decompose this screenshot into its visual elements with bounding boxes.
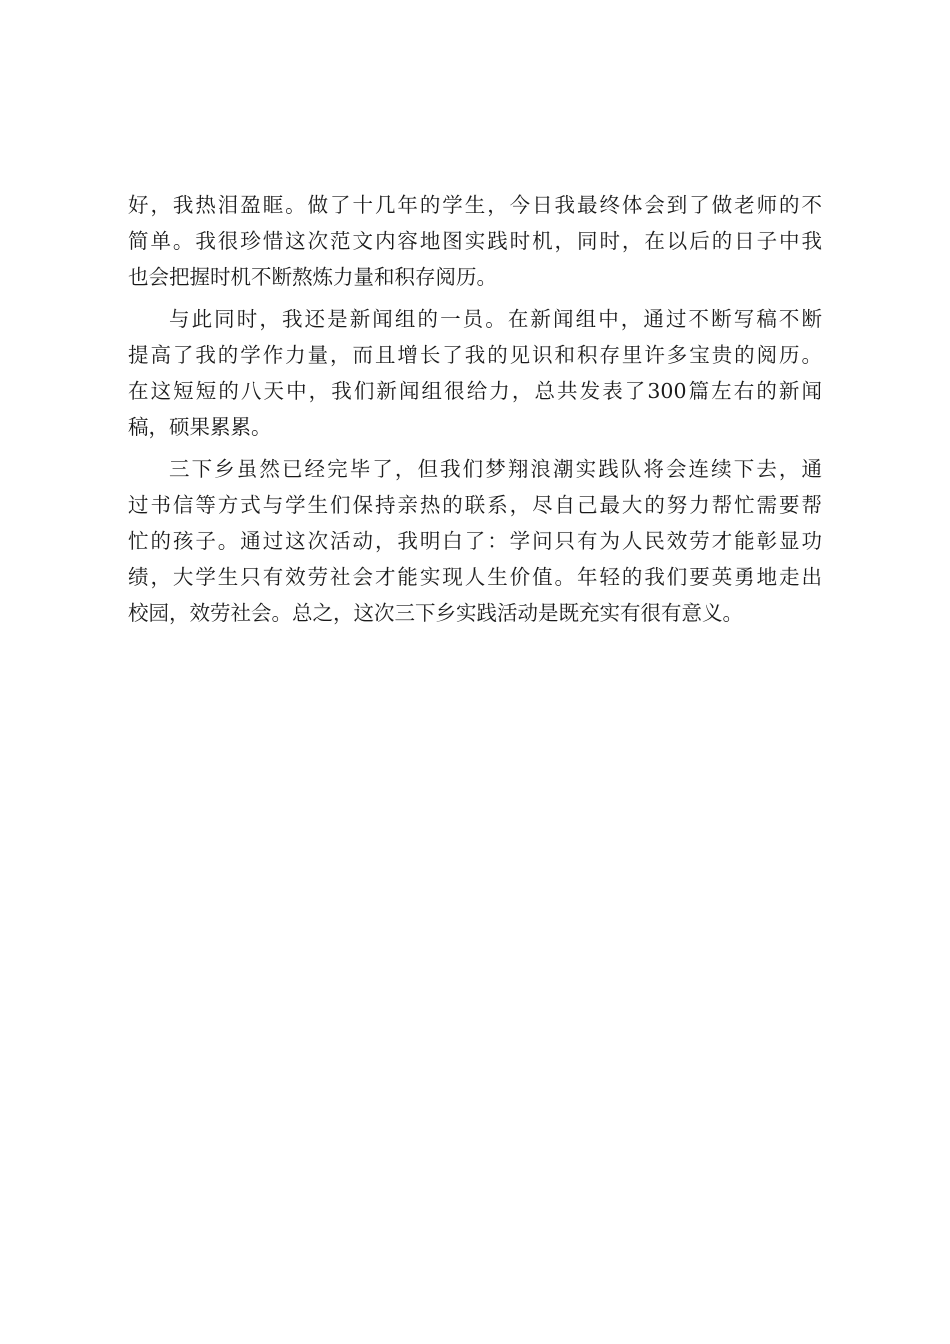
text-line: 忙的孩子。通过这次活动，我明白了：学问只有为人民效劳才能彰显功: [128, 529, 822, 553]
paragraph-2: [128, 301, 822, 445]
body-text: [128, 187, 822, 631]
text-line: 稿，硕果累累。: [128, 415, 272, 439]
text-line: 好，我热泪盈眶。做了十几年的学生，今日我最终体会到了做老师的不: [128, 193, 822, 217]
paragraph-3: [128, 451, 822, 631]
text-line: 绩，大学生只有效劳社会才能实现人生价值。年轻的我们要英勇地走出: [128, 565, 822, 589]
text-line: 过书信等方式与学生们保持亲热的联系，尽自己最大的努力帮忙需要帮: [128, 493, 822, 517]
paragraph-1: [128, 187, 822, 295]
text-line: 提高了我的学作力量，而且增长了我的见识和积存里许多宝贵的阅历。: [128, 343, 822, 367]
text-line: 也会把握时机不断熬炼力量和积存阅历。: [128, 265, 497, 289]
text-line: 在这短短的八天中，我们新闻组很给力，总共发表了300篇左右的新闻: [128, 379, 822, 403]
text-line: 简单。我很珍惜这次范文内容地图实践时机，同时，在以后的日子中我: [128, 229, 822, 253]
text-line: 与此同时，我还是新闻组的一员。在新闻组中，通过不断写稿不断: [169, 307, 822, 331]
text-line: 校园，效劳社会。总之，这次三下乡实践活动是既充实有很有意义。: [128, 601, 743, 625]
text-line: 三下乡虽然已经完毕了，但我们梦翔浪潮实践队将会连续下去，通: [169, 457, 822, 481]
